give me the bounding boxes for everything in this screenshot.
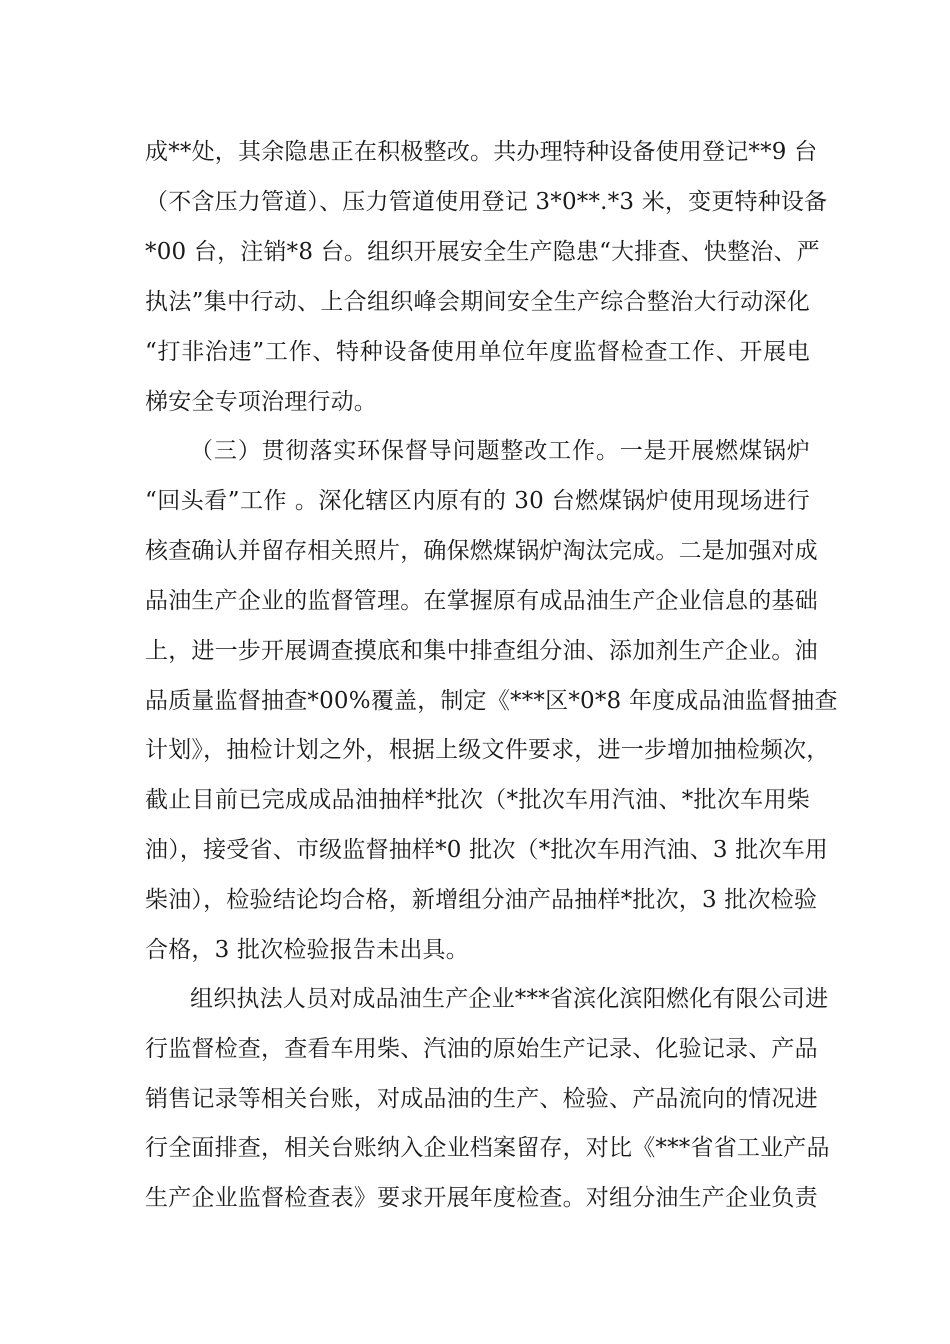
text-line: （不含压力管道）、压力管道使用登记 3*0**.*3 米，变更特种设备 [145, 189, 828, 215]
text-line: 行监督检查，查看车用柴、汽油的原始生产记录、化验记录、产品 [145, 1036, 818, 1062]
text-line: 生产企业监督检查表》要求开展年度检查。对组分油生产企业负责 [145, 1185, 818, 1211]
text-line: 计划》，抽检计划之外，根据上级文件要求，进一步增加抽检频次， [145, 737, 830, 763]
text-line: *00 台，注销*8 台。组织开展安全生产隐患“大排查、快整治、严 [145, 239, 820, 265]
text-line: 合格，3 批次检验报告未出具。 [145, 937, 469, 963]
text-line: 行全面排查，相关台账纳入企业档案留存，对比《***省省工业产品 [145, 1135, 830, 1161]
text-line: 油），接受省、市级监督抽样*0 批次（*批次车用汽油、3 批次车用 [145, 837, 828, 863]
paragraph-heading-line: （三）贯彻落实环保督导问题整改工作。一是开展燃煤锅炉 [190, 438, 810, 464]
text-line: 柴油），检验结论均合格，新增组分油产品抽样*批次，3 批次检验 [145, 887, 818, 913]
text-line: 核查确认并留存相关照片，确保燃煤锅炉淘汰完成。二是加强对成 [145, 538, 818, 564]
text-line: 销售记录等相关台账，对成品油的生产、检验、产品流向的情况进 [145, 1086, 818, 1112]
text-line: “回头看”工作 。深化辖区内原有的 30 台燃煤锅炉使用现场进行 [145, 488, 810, 514]
paragraph-first-line: 组织执法人员对成品油生产企业***省滨化滨阳燃化有限公司进 [190, 986, 829, 1012]
text-line: 执法”集中行动、上合组织峰会期间安全生产综合整治大行动深化 [145, 289, 810, 315]
text-line: 品质量监督抽查*00%覆盖，制定《***区*0*8 年度成品油监督抽查 [145, 688, 838, 714]
text-line: 成**处，其余隐患正在积极整改。共办理特种设备使用登记**9 台 [145, 139, 818, 165]
text-line: 梯安全专项治理行动。 [145, 389, 377, 415]
text-line: “打非治违”工作、特种设备使用单位年度监督检查工作、开展电 [145, 339, 810, 365]
text-line: 上，进一步开展调查摸底和集中排查组分油、添加剂生产企业。油 [145, 638, 818, 664]
text-line: 品油生产企业的监督管理。在掌握原有成品油生产企业信息的基础 [145, 588, 818, 614]
text-line: 截止目前已完成成品油抽样*批次（*批次车用汽油、*批次车用柴 [145, 787, 810, 813]
